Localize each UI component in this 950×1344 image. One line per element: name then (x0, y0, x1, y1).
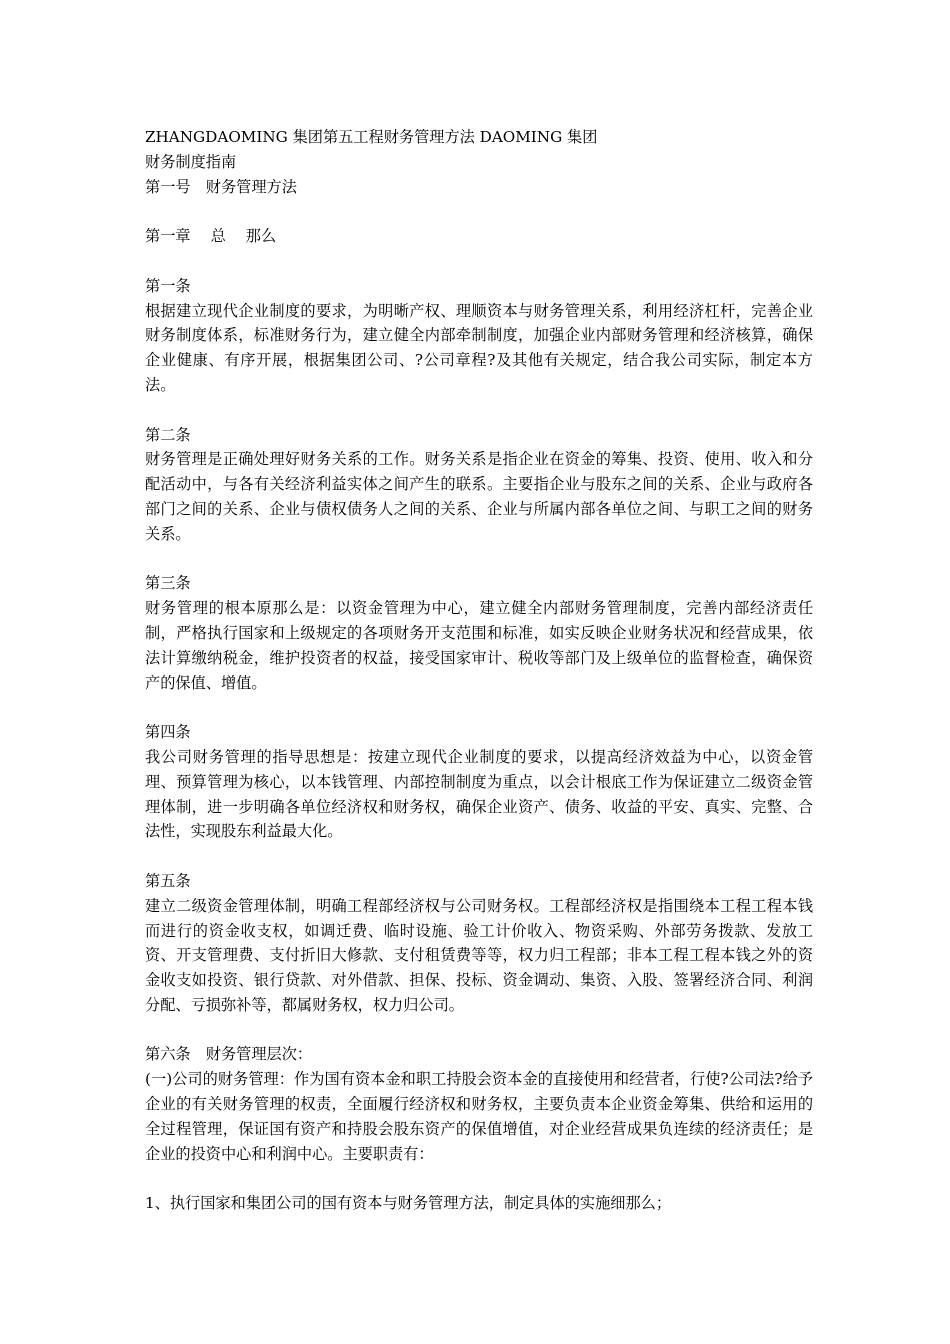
blank-line (145, 1018, 813, 1043)
article-body: 建立二级资金管理体制，明确工程部经济权与公司财务权。工程部经济权是指围绕本工程工程本钱而进行的资金收支权，如调迁费、临时设施、验工计价收入、物资采购、外部劳务拨款、发放工资、开支管理费、支付折旧大修款、支付租赁费等等，权力归工程部；非本工程工程本钱之外的资金收支如投资、银行贷款、对外借款、担保、投标、资金调动、集资、入股、签署经济合同、利润分配、亏损弥补等，都属财务权，权力归公司。 (145, 896, 813, 1014)
article-body: 财务管理的根本原那么是：以资金管理为中心，建立健全内部财务管理制度，完善内部经济责任制，严格执行国家和上级规定的各项财务开支范围和标准，如实反映企业财务状况和经营成果，依法计算缴纳税金，维护投资者的权益，接受国家审计、税收等部门及上级单位的监督检查，确保资产的保值、增值。 (145, 599, 813, 692)
article-heading: 第六条 财务管理层次： (145, 1045, 313, 1064)
article-heading: 第二条 (145, 425, 191, 444)
article-body: 根据建立现代企业制度的要求，为明晰产权、理顺资本与财务管理关系，利用经济杠杆，完善企业财务制度体系，标准财务行为，建立健全内部牵制制度，加强企业内部财务管理和经济核算，确保企业健康、有序开展，根据集团公司、?公司章程?及其他有关规定，结合我公司实际，制定本方法。 (145, 301, 813, 394)
document-title-line-3: 第一号 财务管理方法 (145, 177, 297, 196)
article-heading: 第四条 (145, 723, 191, 742)
blank-line (145, 547, 813, 572)
chapter-heading: 第一章 总 那么 (145, 227, 277, 246)
document-title-line-1: ZHANGDAOMING 集团第五工程财务管理方法 DAOMING 集团 (145, 128, 598, 146)
list-item: 1、执行国家和集团公司的国有资本与财务管理方法，制定具体的实施细那么； (145, 1194, 672, 1213)
blank-line (145, 844, 813, 869)
article-heading: 第三条 (145, 574, 191, 593)
article-heading: 第五条 (145, 871, 191, 890)
blank-line (145, 1166, 813, 1191)
article-heading: 第一条 (145, 276, 191, 295)
document-page (145, 125, 813, 1216)
article-body: 我公司财务管理的指导思想是：按建立现代企业制度的要求，以提高经济效益为中心，以资金管理、预算管理为核心，以本钱管理、内部控制制度为重点，以会计根底工作为保证建立二级资金管理体制，进一步明确各单位经济权和财务权，确保企业资产、债务、收益的平安、真实、完整、合法性，实现股东利益最大化。 (145, 747, 813, 841)
blank-line (145, 249, 813, 274)
article-body: (一)公司的财务管理：作为国有资本金和职工持股会资本金的直接使用和经营者，行使?公司法?给予企业的有关财务管理的权责，全面履行经济权和财务权，主要负责本企业资金筹集、供给和运用的全过程管理，保证国有资产和持股会股东资产的保值增值，对企业经营成果负连续的经济责任；是企业的投资中心和利润中心。主要职责有： (145, 1070, 813, 1163)
blank-line (145, 199, 813, 224)
article-body: 财务管理是正确处理好财务关系的工作。财务关系是指企业在资金的筹集、投资、使用、收入和分配活动中，与各有关经济利益实体之间产生的联系。主要指企业与股东之间的关系、企业与政府各部门之间的关系、企业与债权债务人之间的关系、企业与所属内部各单位之间、与职工之间的财务关系。 (145, 450, 813, 543)
blank-line (145, 398, 813, 423)
blank-line (145, 695, 813, 720)
document-title-line-2: 财务制度指南 (145, 152, 237, 171)
